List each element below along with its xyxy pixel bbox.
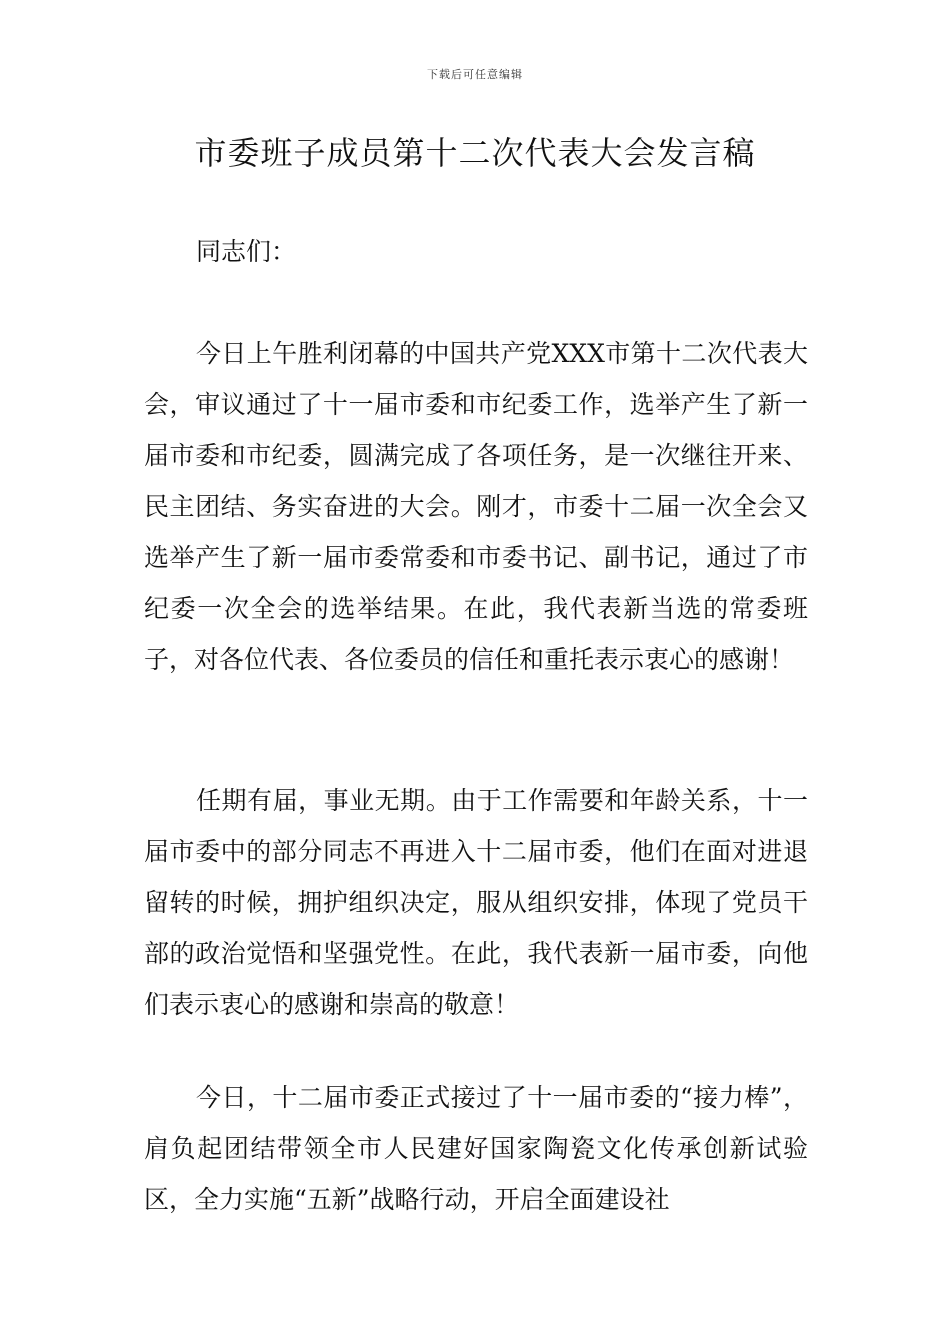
paragraph-1: 今日上午胜利闭幕的中国共产党XXX市第十二次代表大会，审议通过了十一届市委和市纪委工作，选举产生了新一届市委和市纪委，圆满完成了各项任务，是一次继往开来、民主团结、务实奋进的大会。刚才，市委十二届一次全会又选举产生了新一届市委常委和市委书记、副书记，通过了市纪委一次全会的选举结果。在此，我代表新当选的常委班子，对各位代表、各位委员的信任和重托表示衷心的感谢！ bbox=[144, 339, 808, 674]
salutation: 同志们： bbox=[196, 237, 297, 266]
paragraph-2: 任期有届，事业无期。由于工作需要和年龄关系，十一届市委中的部分同志不再进入十二届市委，他们在面对进退留转的时候，拥护组织决定，服从组织安排，体现了党员干部的政治觉悟和坚强党性。在此，我代表新一届市委，向他们表示衷心的感谢和崇高的敬意！ bbox=[144, 786, 808, 1019]
document-title: 市委班子成员第十二次代表大会发言稿 bbox=[194, 134, 756, 172]
paragraph-3: 今日，十二届市委正式接过了十一届市委的“接力棒”，肩负起团结带领全市人民建好国家陶瓷文化传承创新试验区，全力实施“五新”战略行动，开启全面建设社 bbox=[144, 1083, 808, 1214]
header-note: 下载后可任意编辑 bbox=[427, 68, 523, 81]
